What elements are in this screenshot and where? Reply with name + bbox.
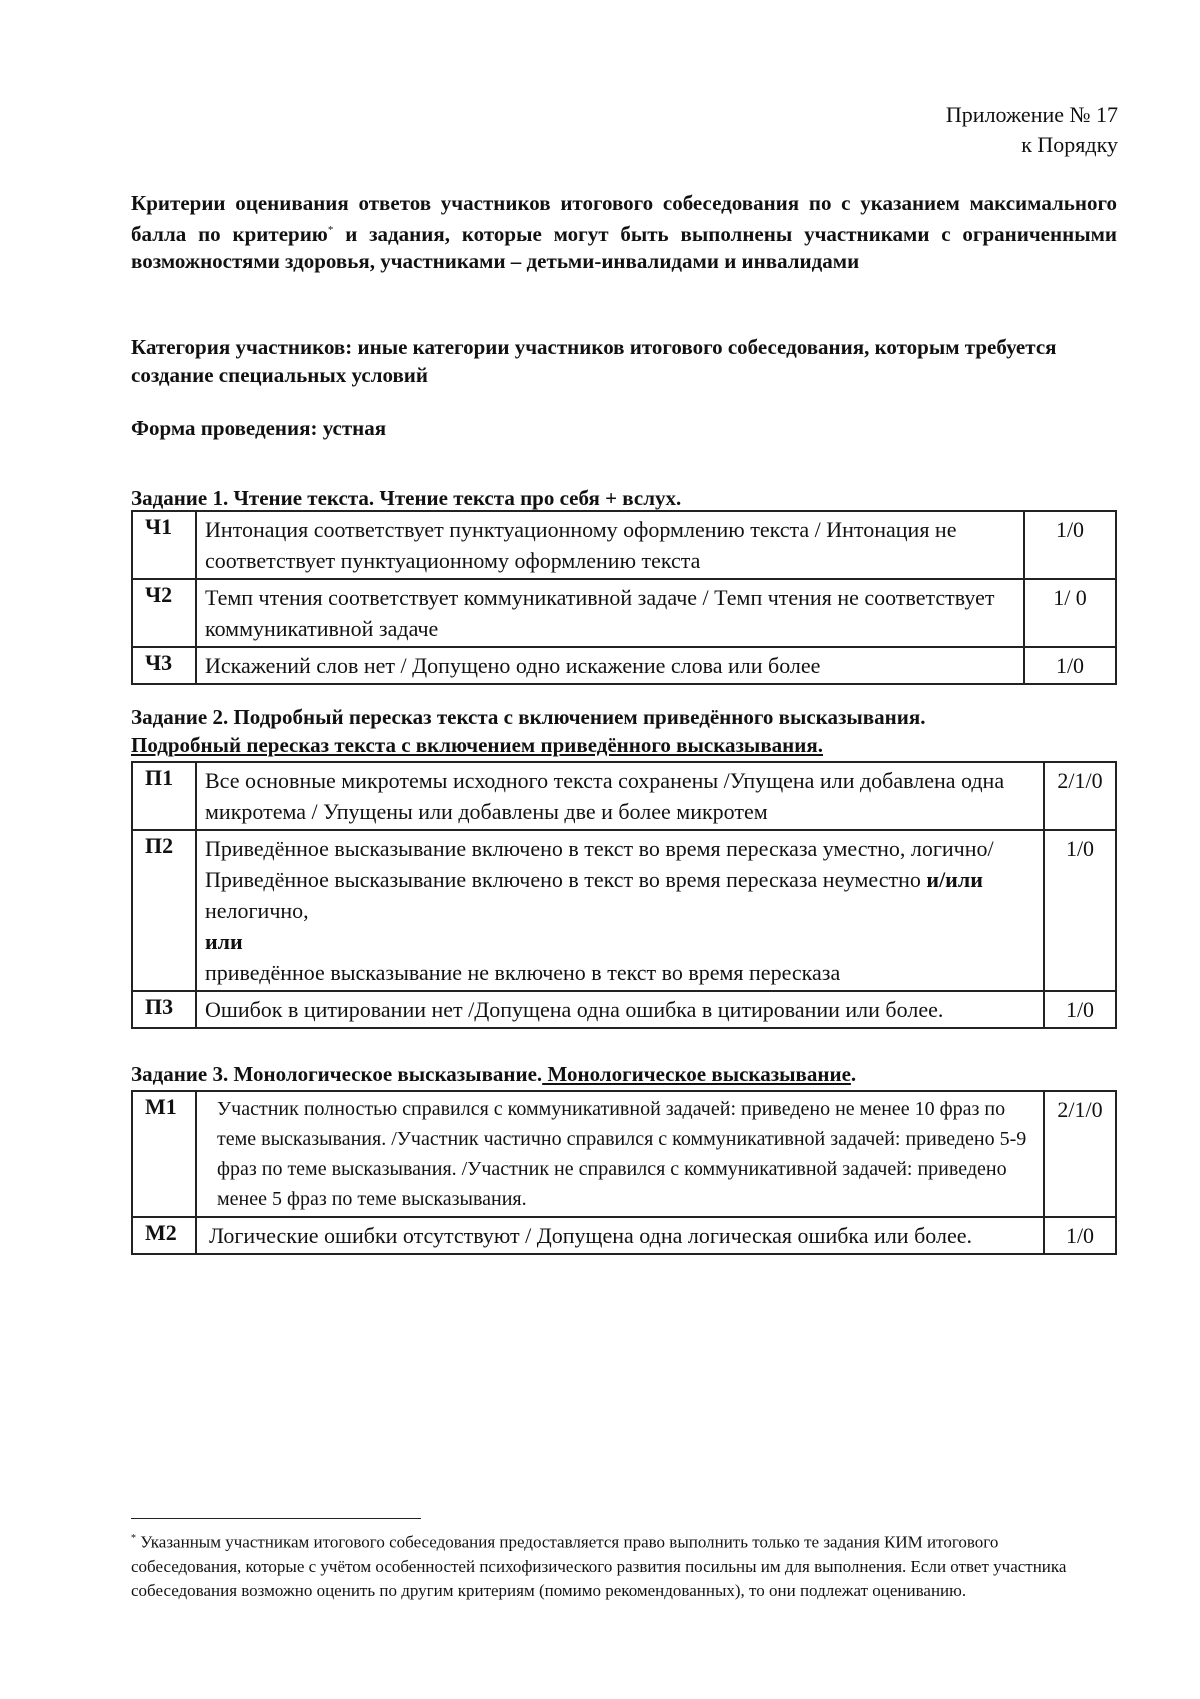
criterion-code: Ч2 bbox=[132, 579, 196, 647]
task3-heading-end: . bbox=[850, 1062, 857, 1086]
criterion-description: Интонация соответствует пунктуационному оформлению текста / Интонация не соответствует пунктуационному оформлению текста bbox=[196, 511, 1024, 579]
task2-heading-line1: Задание 2. Подробный пересказ текста с включением приведённого высказывания. bbox=[131, 705, 926, 729]
description-text: приведённое высказывание не включено в текст во время пересказа bbox=[205, 960, 841, 985]
footnote-mark: * bbox=[131, 1533, 136, 1544]
task1-heading: Задание 1. Чтение текста. Чтение текста про себя + вслух. bbox=[131, 486, 682, 510]
conduct-form: Форма проведения: устная bbox=[131, 416, 387, 440]
criterion-score: 1/0 bbox=[1024, 647, 1116, 684]
criterion-score: 1/0 bbox=[1044, 991, 1116, 1028]
criterion-code: П1 bbox=[132, 762, 196, 830]
task1-criteria-table bbox=[131, 510, 1117, 685]
criterion-code: М1 bbox=[132, 1091, 196, 1217]
table-row bbox=[132, 511, 1116, 579]
criterion-score: 2/1/0 bbox=[1044, 762, 1116, 830]
task3-heading bbox=[131, 1060, 856, 1088]
participant-category: Категория участников: иные категории участников итогового собеседования, которым требуется создание специальных условий bbox=[131, 335, 1057, 387]
criterion-description: Темп чтения соответствует коммуникативной задаче / Темп чтения не соответствует коммуникативной задаче bbox=[196, 579, 1024, 647]
table-row bbox=[132, 1091, 1116, 1217]
criterion-code: П3 bbox=[132, 991, 196, 1028]
criterion-code: П2 bbox=[132, 830, 196, 991]
description-text: Приведённое высказывание включено в текст во время пересказа уместно, логично/ Приведённое высказывание включено в текст во время пересказа неуместно bbox=[205, 836, 994, 892]
task3-heading-underlined: Монологическое высказывание bbox=[542, 1062, 851, 1086]
criterion-description bbox=[196, 830, 1044, 991]
description-bold-text: и/или bbox=[926, 867, 983, 892]
criterion-score: 1/0 bbox=[1024, 511, 1116, 579]
table-row bbox=[132, 991, 1116, 1028]
appendix-header bbox=[946, 100, 1118, 160]
title-text-end: и задания, которые могут быть выполнены участниками с ограниченными возможностями здоровья, участниками – детьми-инвалидами и инвалидами bbox=[131, 222, 1117, 273]
table-row bbox=[132, 647, 1116, 684]
footnote-mark: * bbox=[327, 224, 334, 236]
table-row bbox=[132, 830, 1116, 991]
description-or: или bbox=[205, 929, 243, 954]
title-text-start: Критерии оценивания ответов участников итогового собеседования по с указанием максимального балла по критерию bbox=[131, 191, 1117, 246]
criterion-description: Все основные микротемы исходного текста сохранены /Упущена или добавлена одна микротема / Упущены или добавлены две и более микротем bbox=[196, 762, 1044, 830]
task2-criteria-table bbox=[131, 761, 1117, 1029]
task3-heading-text: Задание 3. Монологическое высказывание. bbox=[131, 1062, 543, 1086]
footnote bbox=[131, 1527, 1111, 1603]
criterion-code: Ч1 bbox=[132, 511, 196, 579]
table-row bbox=[132, 1217, 1116, 1254]
appendix-number: Приложение № 17 bbox=[945, 102, 1118, 127]
criterion-score: 1/0 bbox=[1044, 830, 1116, 991]
task2-heading-line2: Подробный пересказ текста с включением приведённого высказывания. bbox=[131, 733, 823, 757]
table-row bbox=[132, 579, 1116, 647]
description-text: нелогично, bbox=[205, 898, 309, 923]
criterion-score: 2/1/0 bbox=[1044, 1091, 1116, 1217]
table-row bbox=[132, 762, 1116, 830]
criterion-code: Ч3 bbox=[132, 647, 196, 684]
footnote-text: Указанным участникам итогового собеседования предоставляется право выполнить только те задания КИМ итогового собеседования, которые с учётом особенностей психофизического развития посильны им для выполнения. Если ответ участника собеседования возможно оценить по другим критериям (помимо рекомендованных), то они подлежат оцениванию. bbox=[131, 1532, 1067, 1600]
criterion-description: Ошибок в цитировании нет /Допущена одна ошибка в цитировании или более. bbox=[196, 991, 1044, 1028]
criterion-description: Искажений слов нет / Допущено одно искажение слова или более bbox=[196, 647, 1024, 684]
document-title bbox=[131, 190, 1117, 275]
appendix-reference: к Порядку bbox=[1021, 132, 1118, 157]
task3-criteria-table bbox=[131, 1090, 1117, 1255]
criterion-description: Участник полностью справился с коммуникативной задачей: приведено не менее 10 фраз по теме высказывания. /Участник частично справился с коммуникативной задачей: приведено 5-9 фраз по теме высказывания. /Участник не справился с коммуникативной задачей: приведено менее 5 фраз по теме высказывания. bbox=[196, 1091, 1044, 1217]
criterion-code: М2 bbox=[132, 1217, 196, 1254]
criterion-score: 1/0 bbox=[1044, 1217, 1116, 1254]
criterion-score: 1/ 0 bbox=[1024, 579, 1116, 647]
footnote-divider bbox=[131, 1518, 421, 1519]
criterion-description: Логические ошибки отсутствуют / Допущена одна логическая ошибка или более. bbox=[196, 1217, 1044, 1254]
task2-heading bbox=[131, 703, 925, 759]
